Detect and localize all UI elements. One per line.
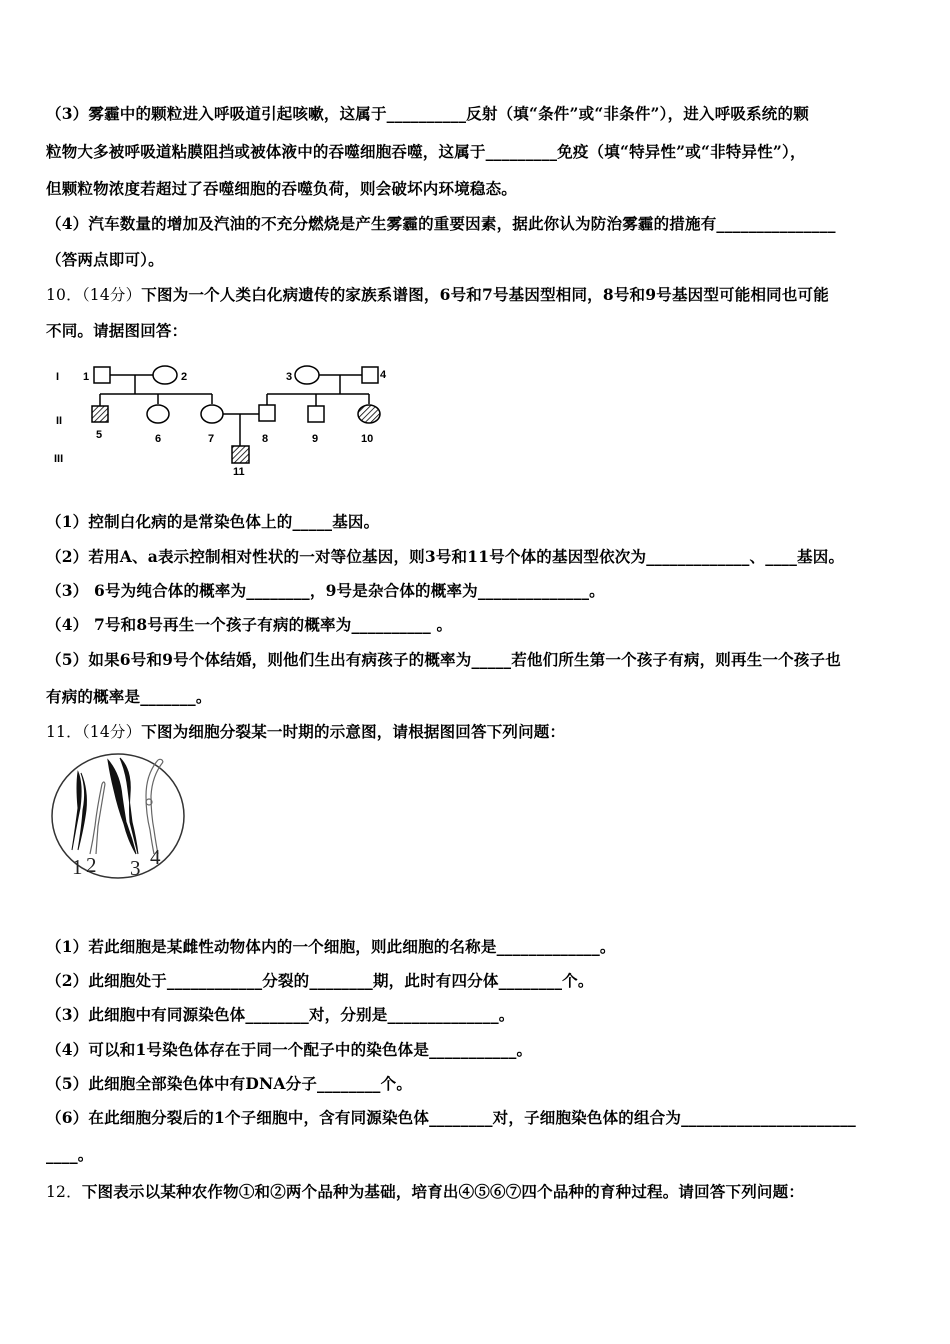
q11-sub2: （2）此细胞处于____________分裂的________期，此时有四分体________个。: [46, 971, 594, 990]
pedigree-individual-11: [232, 446, 249, 463]
q11-stem-text: 下图为细胞分裂某一时期的示意图，请根据图回答下列问题：: [141, 722, 566, 741]
q10-sub2: （2）若用A、a表示控制相对性状的一对等位基因，则3号和11号个体的基因型依次为_____________、____基因。: [46, 547, 845, 566]
q11-sub3: （3）此细胞中有同源染色体________对，分别是______________。: [46, 1005, 515, 1024]
q11-sub6-line2: ____。: [46, 1145, 94, 1164]
q10-number: 10．（14分）: [46, 286, 142, 304]
pedigree-label-9: 9: [312, 433, 319, 445]
pedigree-individual-8: [259, 405, 275, 421]
pedigree-individual-2: [153, 366, 177, 384]
pedigree-label-7: 7: [208, 433, 215, 445]
q10-stem-line1: [46, 283, 829, 305]
q12-stem: [46, 1180, 804, 1202]
generation-label-II: II: [56, 415, 63, 427]
q12-number: 12．: [46, 1183, 82, 1201]
pedigree-individual-5: [92, 406, 108, 422]
q11-stem: [46, 720, 565, 742]
pedigree-individual-3: [295, 366, 319, 384]
chromosome-label-2: 2: [86, 853, 97, 877]
pedigree-individual-6: [147, 405, 169, 423]
pedigree-label-3: 3: [286, 371, 293, 383]
q10-stem-line2: 不同。请据图回答：: [46, 321, 188, 340]
q10-sub3: （3） 6号为纯合体的概率为________，9号是杂合体的概率为______________。: [46, 581, 605, 600]
pedigree-label-10: 10: [361, 433, 374, 445]
pedigree-label-5: 5: [96, 429, 103, 441]
generation-label-III: III: [54, 453, 64, 465]
pedigree-chart: [50, 358, 410, 478]
q9-part3-line2: 粒物大多被呼吸道粘膜阻挡或被体液中的吞噬细胞吞噬，这属于_________免疫（填“特异性”或“非特异性”），: [46, 142, 806, 161]
q12-stem-text: 下图表示以某种农作物①和②两个品种为基础，培育出④⑤⑥⑦四个品种的育种过程。请回答下列问题：: [81, 1182, 805, 1201]
q10-sub5-line1: （5）如果6号和9号个体结婚，则他们生出有病孩子的概率为_____若他们所生第一个孩子有病，则再生一个孩子也: [46, 650, 841, 669]
pedigree-individual-10: [358, 405, 380, 423]
chromosome-label-4: 4: [150, 845, 161, 869]
q11-sub5: （5）此细胞全部染色体中有DNA分子________个。: [46, 1074, 413, 1093]
generation-label-I: I: [56, 371, 60, 383]
q11-sub4: （4）可以和1号染色体存在于同一个配子中的染色体是___________。: [46, 1040, 533, 1059]
q9-part4-line2: （答两点即可）。: [46, 250, 164, 269]
cell-division-figure: [50, 750, 190, 882]
chromosome-label-3: 3: [130, 856, 141, 880]
pedigree-individual-1: [94, 367, 110, 383]
pedigree-label-4: 4: [380, 369, 387, 381]
pedigree-label-8: 8: [262, 433, 269, 445]
q10-sub5-line2: 有病的概率是_______。: [46, 687, 212, 706]
q10-stem-text: 下图为一个人类白化病遗传的家族系谱图，6号和7号基因型相同，8号和9号基因型可能相同也可能: [141, 285, 829, 304]
q11-number: 11．（14分）: [46, 723, 142, 741]
pedigree-label-1: 1: [83, 371, 90, 383]
q10-sub1: （1）控制白化病的是常染色体上的_____基因。: [46, 512, 380, 531]
q9-part3-line1: （3）雾霾中的颗粒进入呼吸道引起咳嗽，这属于__________反射（填“条件”或“非条件”），进入呼吸系统的颗: [46, 104, 809, 123]
q9-part4-line1: （4）汽车数量的增加及汽油的不充分燃烧是产生雾霾的重要因素，据此你认为防治雾霾的措施有_______________: [46, 214, 836, 233]
pedigree-individual-7: [201, 405, 223, 423]
q9-part3-line3: 但颗粒物浓度若超过了吞噬细胞的吞噬负荷，则会破坏内环境稳态。: [46, 179, 518, 198]
chromosome-label-1: 1: [72, 855, 83, 879]
pedigree-label-6: 6: [155, 433, 162, 445]
pedigree-individual-9: [308, 406, 324, 422]
pedigree-label-11: 11: [233, 466, 245, 478]
pedigree-label-2: 2: [181, 371, 188, 383]
q11-sub6-line1: （6）在此细胞分裂后的1个子细胞中，含有同源染色体________对，子细胞染色体的组合为______________________: [46, 1108, 856, 1127]
pedigree-individual-4: [362, 367, 378, 383]
q11-sub1: （1）若此细胞是某雌性动物体内的一个细胞，则此细胞的名称是_____________。: [46, 937, 616, 956]
q10-sub4: （4） 7号和8号再生一个孩子有病的概率为__________ 。: [46, 615, 453, 634]
